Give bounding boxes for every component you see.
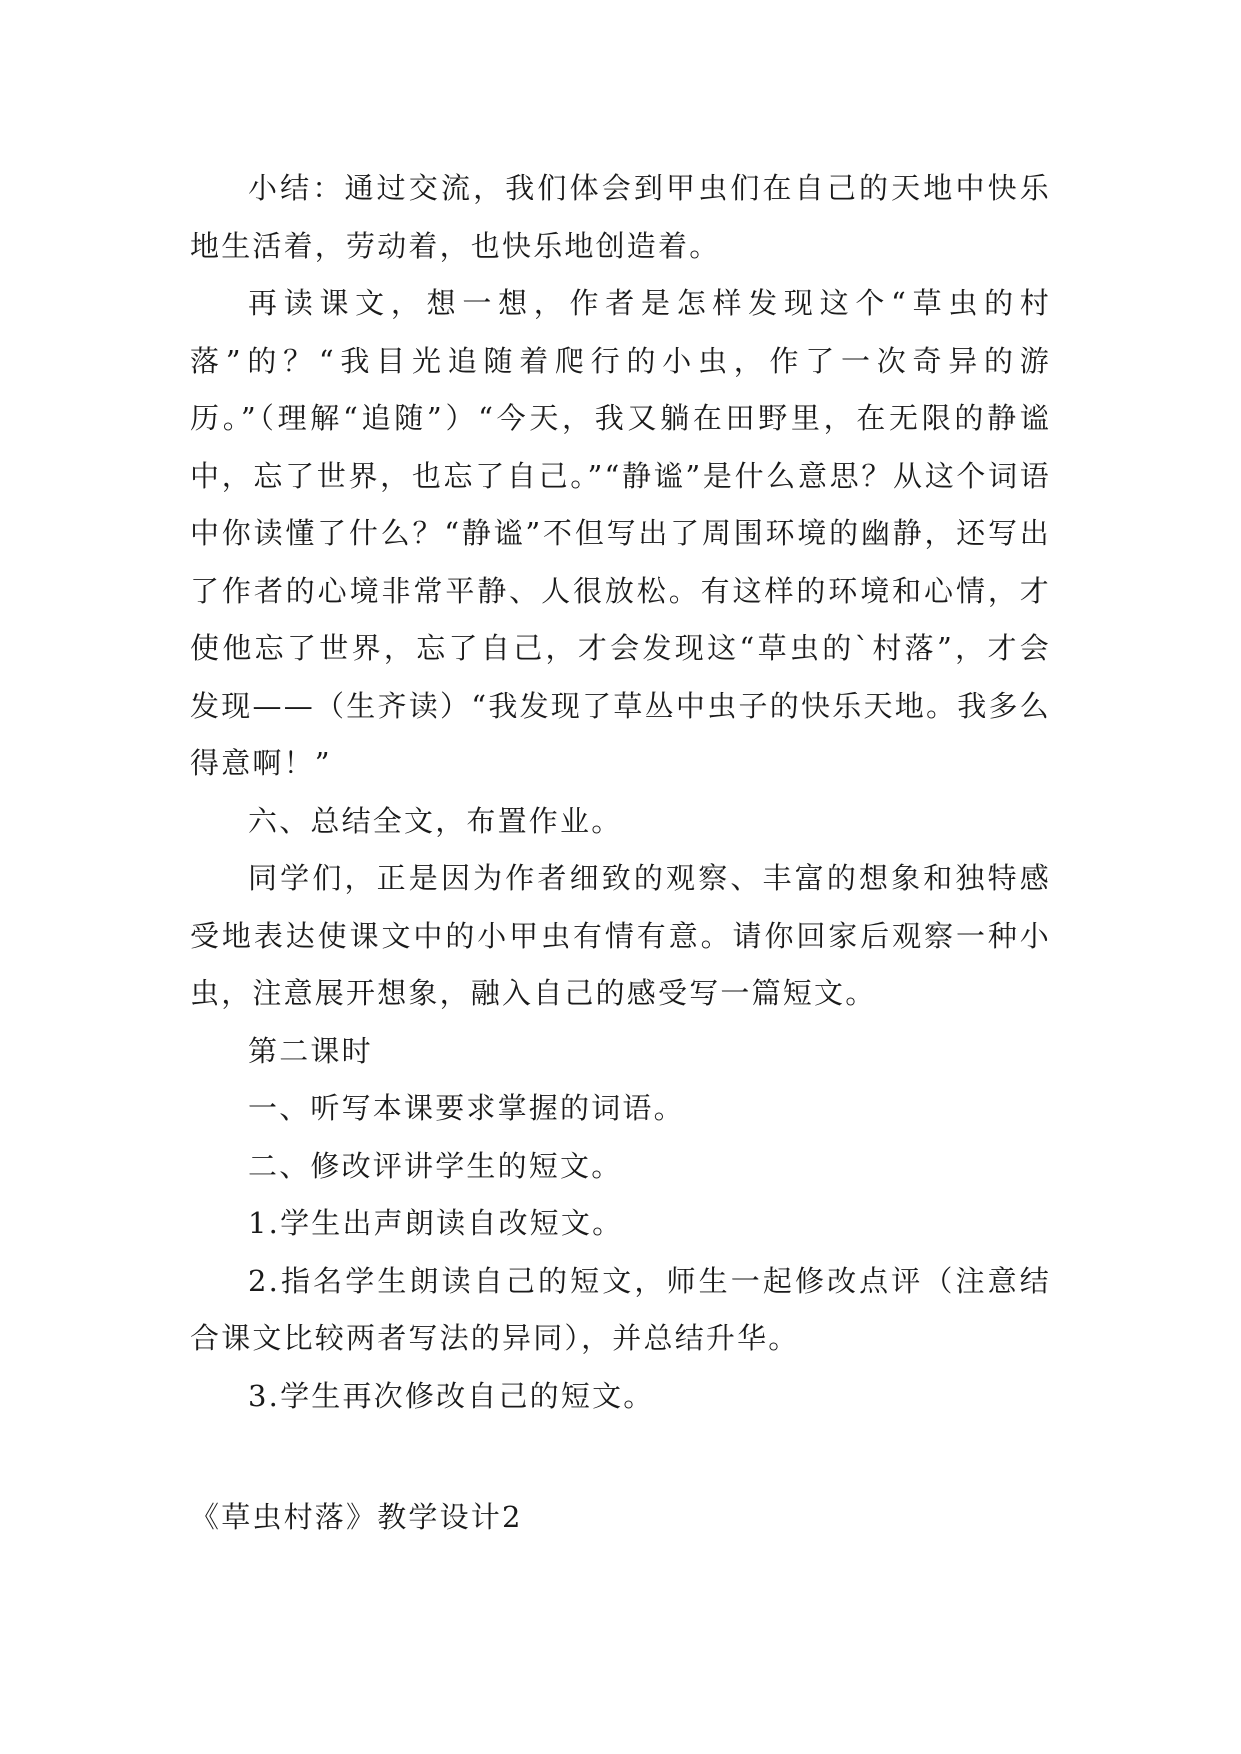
paragraph-item-2: 2.指名学生朗读自己的短文，师生一起修改点评（注意结合课文比较两者写法的异同），并总结升华。 <box>190 1263 1051 1355</box>
paragraph-reread: 再读课文，想一想，作者是怎样发现这个“草虫的村落”的？“我目光追随着爬行的小虫，作了一次奇异的游历。”（理解“追随”）“今天，我又躺在田野里，在无限的静谧中，忘了世界，也忘了自己。”“静谧”是什么意思？从这个词语中你读懂了什么？“静谧”不但写出了周围环境的幽静，还写出了作者的心境非常平静、人很放松。有这样的环境和心情，才使他忘了世界，忘了自己，才会发现这“草虫的`村落”，才会发现——（生齐读）“我发现了草丛中虫子的快乐天地。我多么得意啊！” <box>190 286 1051 780</box>
paragraph-item-3: 3.学生再次修改自己的短文。 <box>248 1378 655 1413</box>
paragraph-item-1: 1.学生出声朗读自改短文。 <box>248 1206 624 1240</box>
paragraph-homework: 同学们，正是因为作者细致的观察、丰富的想象和独特感受地表达使课文中的小甲虫有情有意。请你回家后观察一种小虫，注意展开想象，融入自己的感受写一篇短文。 <box>190 861 1051 1010</box>
paragraph-step-six: 六、总结全文，布置作业。 <box>248 803 623 838</box>
document-body <box>190 160 1051 1425</box>
next-section-title: 《草虫村落》教学设计2 <box>190 1500 523 1534</box>
paragraph-step-two: 二、修改评讲学生的短文。 <box>248 1148 623 1183</box>
paragraph-step-one: 一、听写本课要求掌握的词语。 <box>248 1091 685 1125</box>
paragraph-summary: 小结：通过交流，我们体会到甲虫们在自己的天地中快乐地生活着，劳动着，也快乐地创造着。 <box>190 171 1051 263</box>
paragraph-second-lesson: 第二课时 <box>248 1033 373 1068</box>
